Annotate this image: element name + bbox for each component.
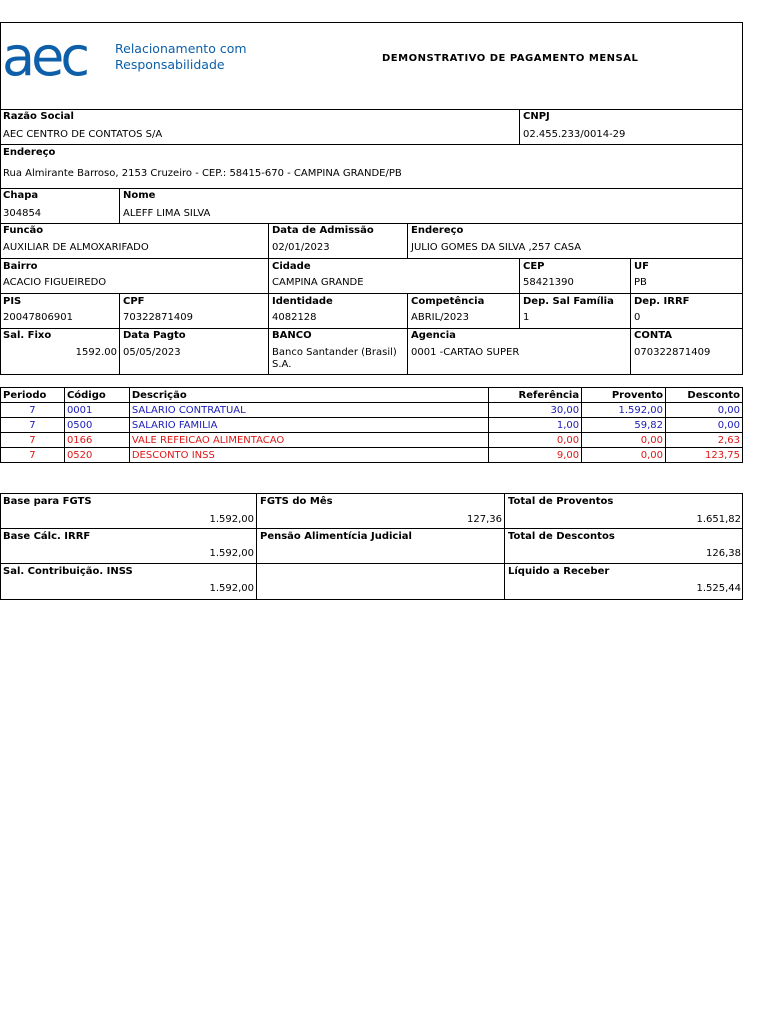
razao-social-label: Razão Social [3,111,74,122]
cnpj-label: CNPJ [523,111,550,122]
competencia-label: Competência [411,296,485,307]
identidade-label: Identidade [272,296,333,307]
company-address-label: Endereço [3,147,56,158]
col-header-descricao: Descrição [129,388,488,403]
col-header-referencia: Referência [489,388,582,403]
cell-periodo: 7 [1,403,65,418]
employee-address-value: JULIO GOMES DA SILVA ,257 CASA [411,242,582,253]
uf-label: UF [634,261,649,272]
sal-inss-label: Sal. Contribuição. INSS [3,566,133,577]
cell-referencia: 0,00 [489,433,582,448]
table-row [1,418,743,433]
logo-tagline-2: Responsabilidade [115,57,225,72]
cell-codigo: 0001 [64,403,129,418]
banco-value-line1: Banco Santander (Brasil) [272,347,397,358]
fgts-mes-value: 127,36 [467,514,502,525]
cell-periodo: 7 [1,418,65,433]
dep-sal-familia-label: Dep. Sal Família [523,296,614,307]
data-pagto-label: Data Pagto [123,330,186,341]
cell-desconto: 0,00 [666,403,743,418]
nome-label: Nome [123,190,156,201]
admissao-value: 02/01/2023 [272,242,330,253]
pis-value: 20047806901 [3,312,73,323]
document-title: DEMONSTRATIVO DE PAGAMENTO MENSAL [382,53,639,64]
dep-irrf-label: Dep. IRRF [634,296,690,307]
uf-value: PB [634,277,647,288]
cpf-value: 70322871409 [123,312,193,323]
items-header-row [1,388,743,403]
competencia-value: ABRIL/2023 [411,312,469,323]
cell-periodo: 7 [1,433,65,448]
base-irrf-label: Base Cálc. IRRF [3,531,91,542]
logo-tagline-1: Relacionamento com [115,41,247,56]
table-row [1,433,743,448]
cpf-label: CPF [123,296,145,307]
total-descontos-label: Total de Descontos [508,531,615,542]
dep-sal-familia-value: 1 [523,312,530,323]
base-fgts-value: 1.592,00 [209,514,254,525]
cell-desconto: 123,75 [666,448,743,463]
sal-fixo-value: 1592.00 [75,347,117,358]
data-pagto-value: 05/05/2023 [123,347,181,358]
pensao-label: Pensão Alimentícia Judicial [260,531,412,542]
total-descontos-value: 126,38 [706,548,741,559]
fgts-mes-label: FGTS do Mês [260,496,333,507]
base-fgts-label: Base para FGTS [3,496,92,507]
agencia-value: 0001 -CARTAO SUPER [411,347,520,358]
cell-provento: 59,82 [582,418,666,433]
banco-value-line2: S.A. [272,359,292,370]
bairro-value: ACACIO FIGUEIREDO [3,277,107,288]
chapa-label: Chapa [3,190,39,201]
funcao-label: Funcão [3,225,44,236]
total-proventos-label: Total de Proventos [508,496,614,507]
agencia-label: Agencia [411,330,456,341]
cell-codigo: 0166 [64,433,129,448]
cep-value: 58421390 [523,277,574,288]
conta-value: 070322871409 [634,347,711,358]
base-irrf-value: 1.592,00 [209,548,254,559]
pis-label: PIS [3,296,22,307]
funcao-value: AUXILIAR DE ALMOXARIFADO [3,242,149,253]
table-row [1,403,743,418]
table-row [1,448,743,463]
razao-social-value: AEC CENTRO DE CONTATOS S/A [3,129,163,140]
svg-text:aec: aec [2,28,87,82]
cell-provento: 0,00 [582,433,666,448]
cell-desconto: 2,63 [666,433,743,448]
cell-provento: 1.592,00 [582,403,666,418]
liquido-value: 1.525,44 [696,583,741,594]
admissao-label: Data de Admissão [272,225,374,236]
cell-provento: 0,00 [582,448,666,463]
cell-referencia: 1,00 [489,418,582,433]
cell-desconto: 0,00 [666,418,743,433]
cnpj-value: 02.455.233/0014-29 [523,129,626,140]
cep-label: CEP [523,261,545,272]
aec-logo-mark [2,28,112,82]
col-header-periodo: Periodo [1,388,65,403]
sal-fixo-label: Sal. Fixo [3,330,52,341]
bairro-label: Bairro [3,261,38,272]
cell-referencia: 9,00 [489,448,582,463]
col-header-provento: Provento [582,388,666,403]
chapa-value: 304854 [3,208,42,219]
cell-descricao: SALARIO FAMILIA [129,418,488,433]
cell-codigo: 0500 [64,418,129,433]
cell-periodo: 7 [1,448,65,463]
cell-descricao: SALARIO CONTRATUAL [129,403,488,418]
dep-irrf-value: 0 [634,312,641,323]
nome-value: ALEFF LIMA SILVA [123,208,211,219]
banco-label: BANCO [272,330,312,341]
total-proventos-value: 1.651,82 [696,514,741,525]
liquido-label: Líquido a Receber [508,566,610,577]
aec-logo [2,28,112,82]
cell-descricao: DESCONTO INSS [129,448,488,463]
cell-descricao: VALE REFEICAO ALIMENTACAO [129,433,488,448]
cell-referencia: 30,00 [489,403,582,418]
cell-codigo: 0520 [64,448,129,463]
col-header-desconto: Desconto [666,388,743,403]
conta-label: CONTA [634,330,672,341]
sal-inss-value: 1.592,00 [209,583,254,594]
identidade-value: 4082128 [272,312,317,323]
cidade-label: Cidade [272,261,311,272]
company-address-value: Rua Almirante Barroso, 2153 Cruzeiro - CEP.: 58415-670 - CAMPINA GRANDE/PB [3,168,402,179]
col-header-codigo: Código [64,388,129,403]
payment-items-table [0,387,743,463]
cidade-value: CAMPINA GRANDE [272,277,364,288]
employee-address-label: Endereço [411,225,464,236]
